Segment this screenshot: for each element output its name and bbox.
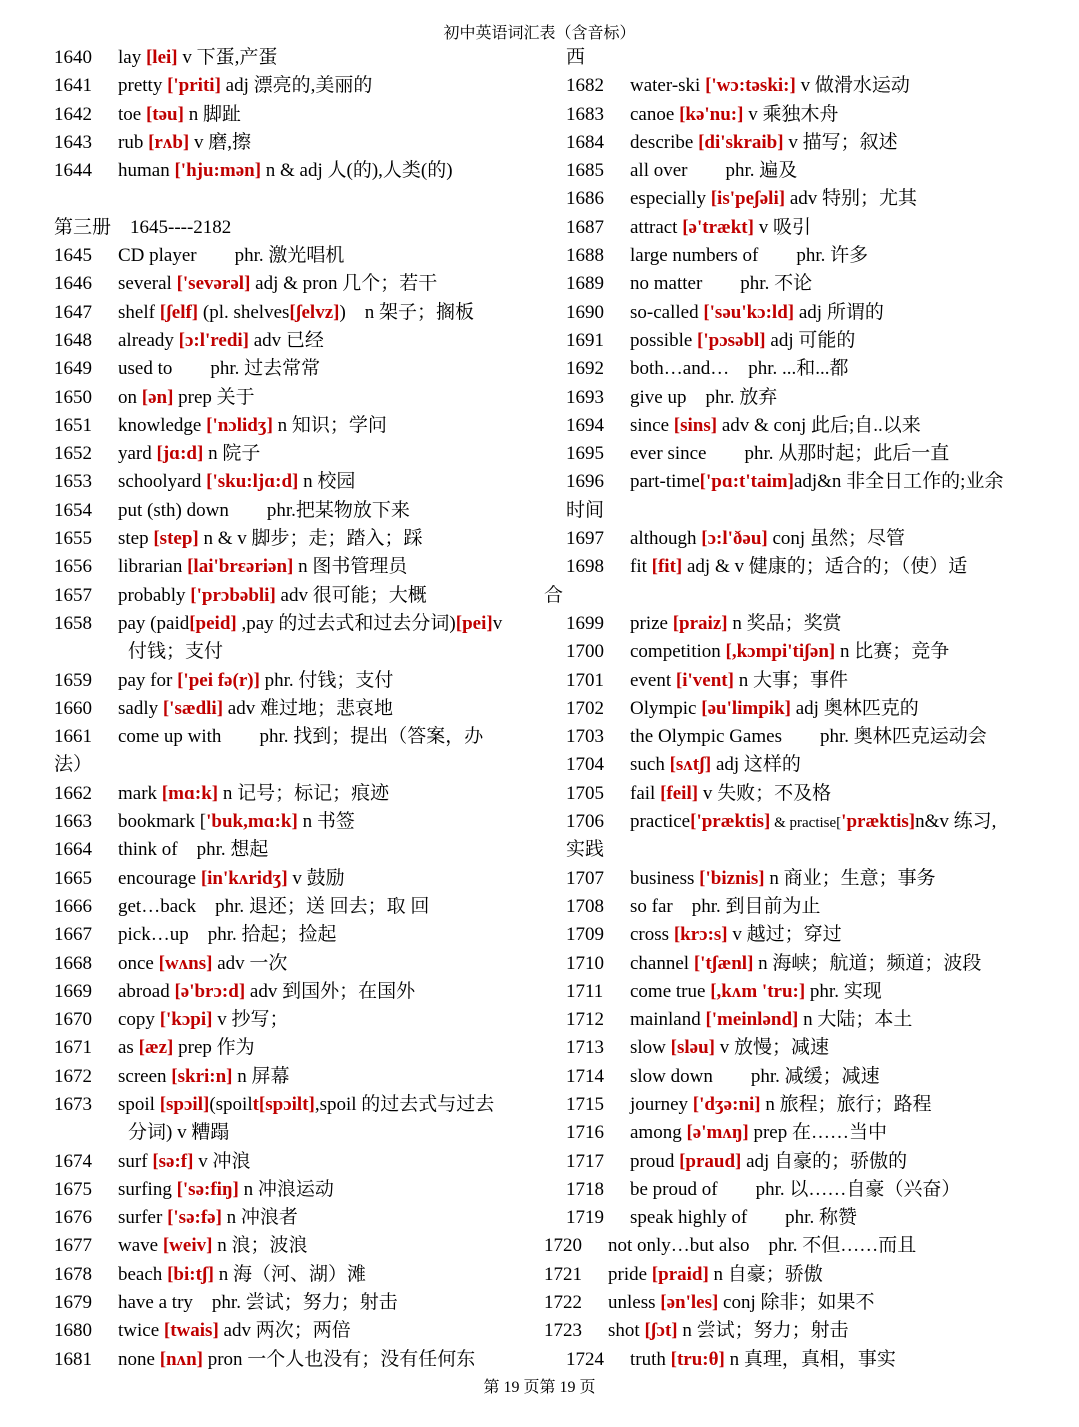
entry-1672: 1672 screen [skri:n] n 屏幕 [54, 1065, 290, 1087]
entry-1714: 1714 slow down phr. 减缓；减速 [566, 1065, 880, 1087]
wrap-fragment-top: 西 [566, 47, 586, 68]
entry-1713: 1713 slow [sləu] v 放慢；减速 [566, 1037, 829, 1059]
entry-1723: 1723 shot [ʃɔt] n 尝试；努力；射击 [544, 1320, 849, 1342]
entry-1722: 1722 unless [ən'les] conj 除非；如果不 [544, 1292, 875, 1314]
entry-1697: 1697 although [ɔ:l'ðəu] conj 虽然；尽管 [566, 528, 905, 550]
entry-1706-continued: 实践 [566, 839, 605, 861]
entry-1712: 1712 mainland ['meinlənd] n 大陆；本土 [566, 1009, 913, 1031]
entry-1691: 1691 possible ['pɔsəbl] adj 可能的 [566, 329, 856, 351]
entry-1693: 1693 give up phr. 放弃 [566, 386, 778, 408]
entry-1708: 1708 so far phr. 到目前为止 [566, 895, 821, 917]
entry-1671: 1671 as [æz] prep 作为 [54, 1037, 255, 1059]
entry-1694: 1694 since [sins] adv & conj 此后;自..以来 [566, 414, 921, 436]
entry-1700: 1700 competition [,kɔmpi'tiʃən] n 比赛；竞争 [566, 641, 950, 663]
entry-1696: 1696 part-time['pɑ:t'taim]adj&n 非全日工作的;业余 [566, 471, 1004, 493]
entry-1716: 1716 among [ə'mʌŋ] prep 在……当中 [566, 1122, 887, 1144]
entry-1649: 1649 used to phr. 过去常常 [54, 358, 321, 380]
entry-1643: 1643 rub [rʌb] v 磨,擦 [54, 131, 251, 153]
entry-1642: 1642 toe [təu] n 脚趾 [54, 103, 241, 125]
entry-1666: 1666 get…back phr. 退还；送 回去；取 回 [54, 895, 430, 917]
right-column [544, 44, 1064, 1374]
entry-1692: 1692 both…and… phr. ...和...都 [566, 358, 849, 380]
left-column [54, 44, 564, 1374]
entry-1715: 1715 journey ['dʒə:ni] n 旅程；旅行；路程 [566, 1093, 932, 1115]
entry-1695: 1695 ever since phr. 从那时起；此后一直 [566, 443, 950, 465]
wrap-fragment: 合 [544, 584, 564, 606]
entry-1677: 1677 wave [weiv] n 浪；波浪 [54, 1235, 308, 1257]
entry-1720: 1720 not only…but also phr. 不但……而且 [544, 1235, 917, 1257]
entry-1706: 1706 practice['præktis] & practise['præktis]n&v 练习, [566, 811, 997, 833]
entry-1650: 1650 on [ən] prep 关于 [54, 386, 255, 408]
entry-1665: 1665 encourage [in'kʌridʒ] v 鼓励 [54, 867, 345, 889]
entry-1669: 1669 abroad [ə'brɔ:d] adv 到国外；在国外 [54, 980, 416, 1002]
entry-1656: 1656 librarian [lai'brɛəriən] n 图书管理员 [54, 556, 408, 578]
entry-1685: 1685 all over phr. 遍及 [566, 160, 798, 182]
entry-1641: 1641 pretty ['priti] adj 漂亮的,美丽的 [54, 75, 373, 97]
entry-1655: 1655 step [step] n & v 脚步；走；踏入；踩 [54, 528, 423, 550]
entry-1674: 1674 surf [sə:f] v 冲浪 [54, 1150, 251, 1172]
entry-1653: 1653 schoolyard ['sku:ljɑ:d] n 校园 [54, 471, 356, 493]
entry-1676: 1676 surfer ['sə:fə] n 冲浪者 [54, 1207, 298, 1229]
entry-1718: 1718 be proud of phr. 以……自豪（兴奋） [566, 1178, 961, 1200]
entry-1690: 1690 so-called ['səu'kɔ:ld] adj 所谓的 [566, 301, 884, 323]
entry-1710: 1710 channel ['tʃænl] n 海峡；航道；频道；波段 [566, 952, 982, 974]
entry-1707: 1707 business ['biznis] n 商业；生意；事务 [566, 867, 936, 889]
entry-1689: 1689 no matter phr. 不论 [566, 273, 813, 295]
entry-1701: 1701 event [i'vent] n 大事；事件 [566, 669, 848, 691]
entry-1687: 1687 attract [ə'trækt] v 吸引 [566, 216, 811, 238]
entry-1661-continued: 法） [54, 754, 93, 776]
entry-1721: 1721 pride [praid] n 自豪；骄傲 [544, 1263, 823, 1285]
entry-1680: 1680 twice [twais] adv 两次；两倍 [54, 1320, 351, 1342]
blank-line [544, 582, 1064, 610]
entry-1663: 1663 bookmark ['buk,mɑ:k] n 书签 [54, 811, 355, 833]
entry-1651: 1651 knowledge ['nɔlidʒ] n 知识；学问 [54, 414, 387, 436]
entry-1698: 1698 fit [fit] adj & v 健康的；适合的；（使）适 [566, 556, 968, 578]
entry-1654: 1654 put (sth) down phr.把某物放下来 [54, 499, 410, 521]
entry-1703: 1703 the Olympic Games phr. 奥林匹克运动会 [566, 726, 987, 748]
entry-1645: 1645 CD player phr. 激光唱机 [54, 245, 345, 267]
entry-1646: 1646 several ['sevərəl] adj & pron 几个；若干 [54, 273, 438, 295]
entry-1709: 1709 cross [krɔ:s] v 越过；穿过 [566, 924, 842, 946]
entry-1699: 1699 prize [praiz] n 奖品；奖赏 [566, 612, 842, 634]
entry-1686: 1686 especially [is'peʃəli] adv 特别；尤其 [566, 188, 917, 210]
entry-1658: 1658 pay (paid[peid] ,pay 的过去式和过去分词)[pei]v [54, 612, 503, 634]
entry-1668: 1668 once [wʌns] adv 一次 [54, 952, 288, 974]
entry-1678: 1678 beach [bi:tʃ] n 海（河、湖）滩 [54, 1263, 366, 1285]
entry-1684: 1684 describe [di'skraib] v 描写；叙述 [566, 131, 898, 153]
entry-1683: 1683 canoe [kə'nu:] v 乘独木舟 [566, 103, 839, 125]
entry-1702: 1702 Olympic [əu'limpik] adj 奥林匹克的 [566, 697, 919, 719]
entry-1648: 1648 already [ɔ:l'redi] adv 已经 [54, 329, 324, 351]
entry-1696-continued: 时间 [566, 499, 605, 521]
blank-line [54, 185, 554, 213]
entry-1661: 1661 come up with phr. 找到；提出（答案，办 [54, 726, 484, 748]
page-footer: 第 19 页第 19 页 [483, 1379, 596, 1396]
entry-1681: 1681 none [nʌn] pron 一个人也没有；没有任何东 [54, 1348, 476, 1370]
entry-1652: 1652 yard [jɑ:d] n 院子 [54, 443, 261, 465]
entry-1682: 1682 water-ski ['wɔ:təski:] v 做滑水运动 [566, 75, 910, 97]
entry-1640: 1640 lay [lei] v 下蛋,产蛋 [54, 47, 278, 68]
entry-1675: 1675 surfing ['sə:fiŋ] n 冲浪运动 [54, 1178, 334, 1200]
entry-1667: 1667 pick…up phr. 拾起；捡起 [54, 924, 337, 946]
entry-1647: 1647 shelf [ʃelf] (pl. shelves[ʃelvz]) n 架子；搁板 [54, 301, 475, 323]
page-header: 初中英语词汇表（含音标） [443, 25, 636, 42]
entry-1704: 1704 such [sʌtʃ] adj 这样的 [566, 754, 801, 776]
entry-1644: 1644 human ['hju:mən] n & adj 人(的),人类(的) [54, 160, 453, 182]
entry-1673: 1673 spoil [spɔil](spoilt[spɔilt],spoil 的过去式与过去 [54, 1093, 495, 1115]
entry-1657: 1657 probably ['prɔbəbli] adv 很可能；大概 合 [54, 582, 554, 610]
book3-heading: 第三册 1645----2182 [54, 216, 232, 238]
entry-1673-continued: 分词) v 糟蹋 [128, 1122, 230, 1144]
entry-1659: 1659 pay for ['pei fə(r)] phr. 付钱；支付 [54, 669, 394, 691]
entry-1660: 1660 sadly ['sædli] adv 难过地；悲哀地 [54, 697, 393, 719]
entry-1688: 1688 large numbers of phr. 许多 [566, 245, 869, 267]
entry-1679: 1679 have a try phr. 尝试；努力；射击 [54, 1292, 398, 1314]
entry-1711: 1711 come true [,kʌm 'tru:] phr. 实现 [566, 980, 882, 1002]
entry-1670: 1670 copy ['kɔpi] v 抄写； [54, 1009, 289, 1031]
entry-1724: 1724 truth [tru:θ] n 真理，真相，事实 [566, 1348, 896, 1370]
entry-1664: 1664 think of phr. 想起 [54, 839, 269, 861]
entry-1658-continued: 付钱；支付 [128, 641, 224, 663]
entry-1705: 1705 fail [feil] v 失败；不及格 [566, 782, 832, 804]
entry-1719: 1719 speak highly of phr. 称赞 [566, 1207, 857, 1229]
entry-1717: 1717 proud [praud] adj 自豪的；骄傲的 [566, 1150, 908, 1172]
entry-1662: 1662 mark [mɑ:k] n 记号；标记；痕迹 [54, 782, 390, 804]
